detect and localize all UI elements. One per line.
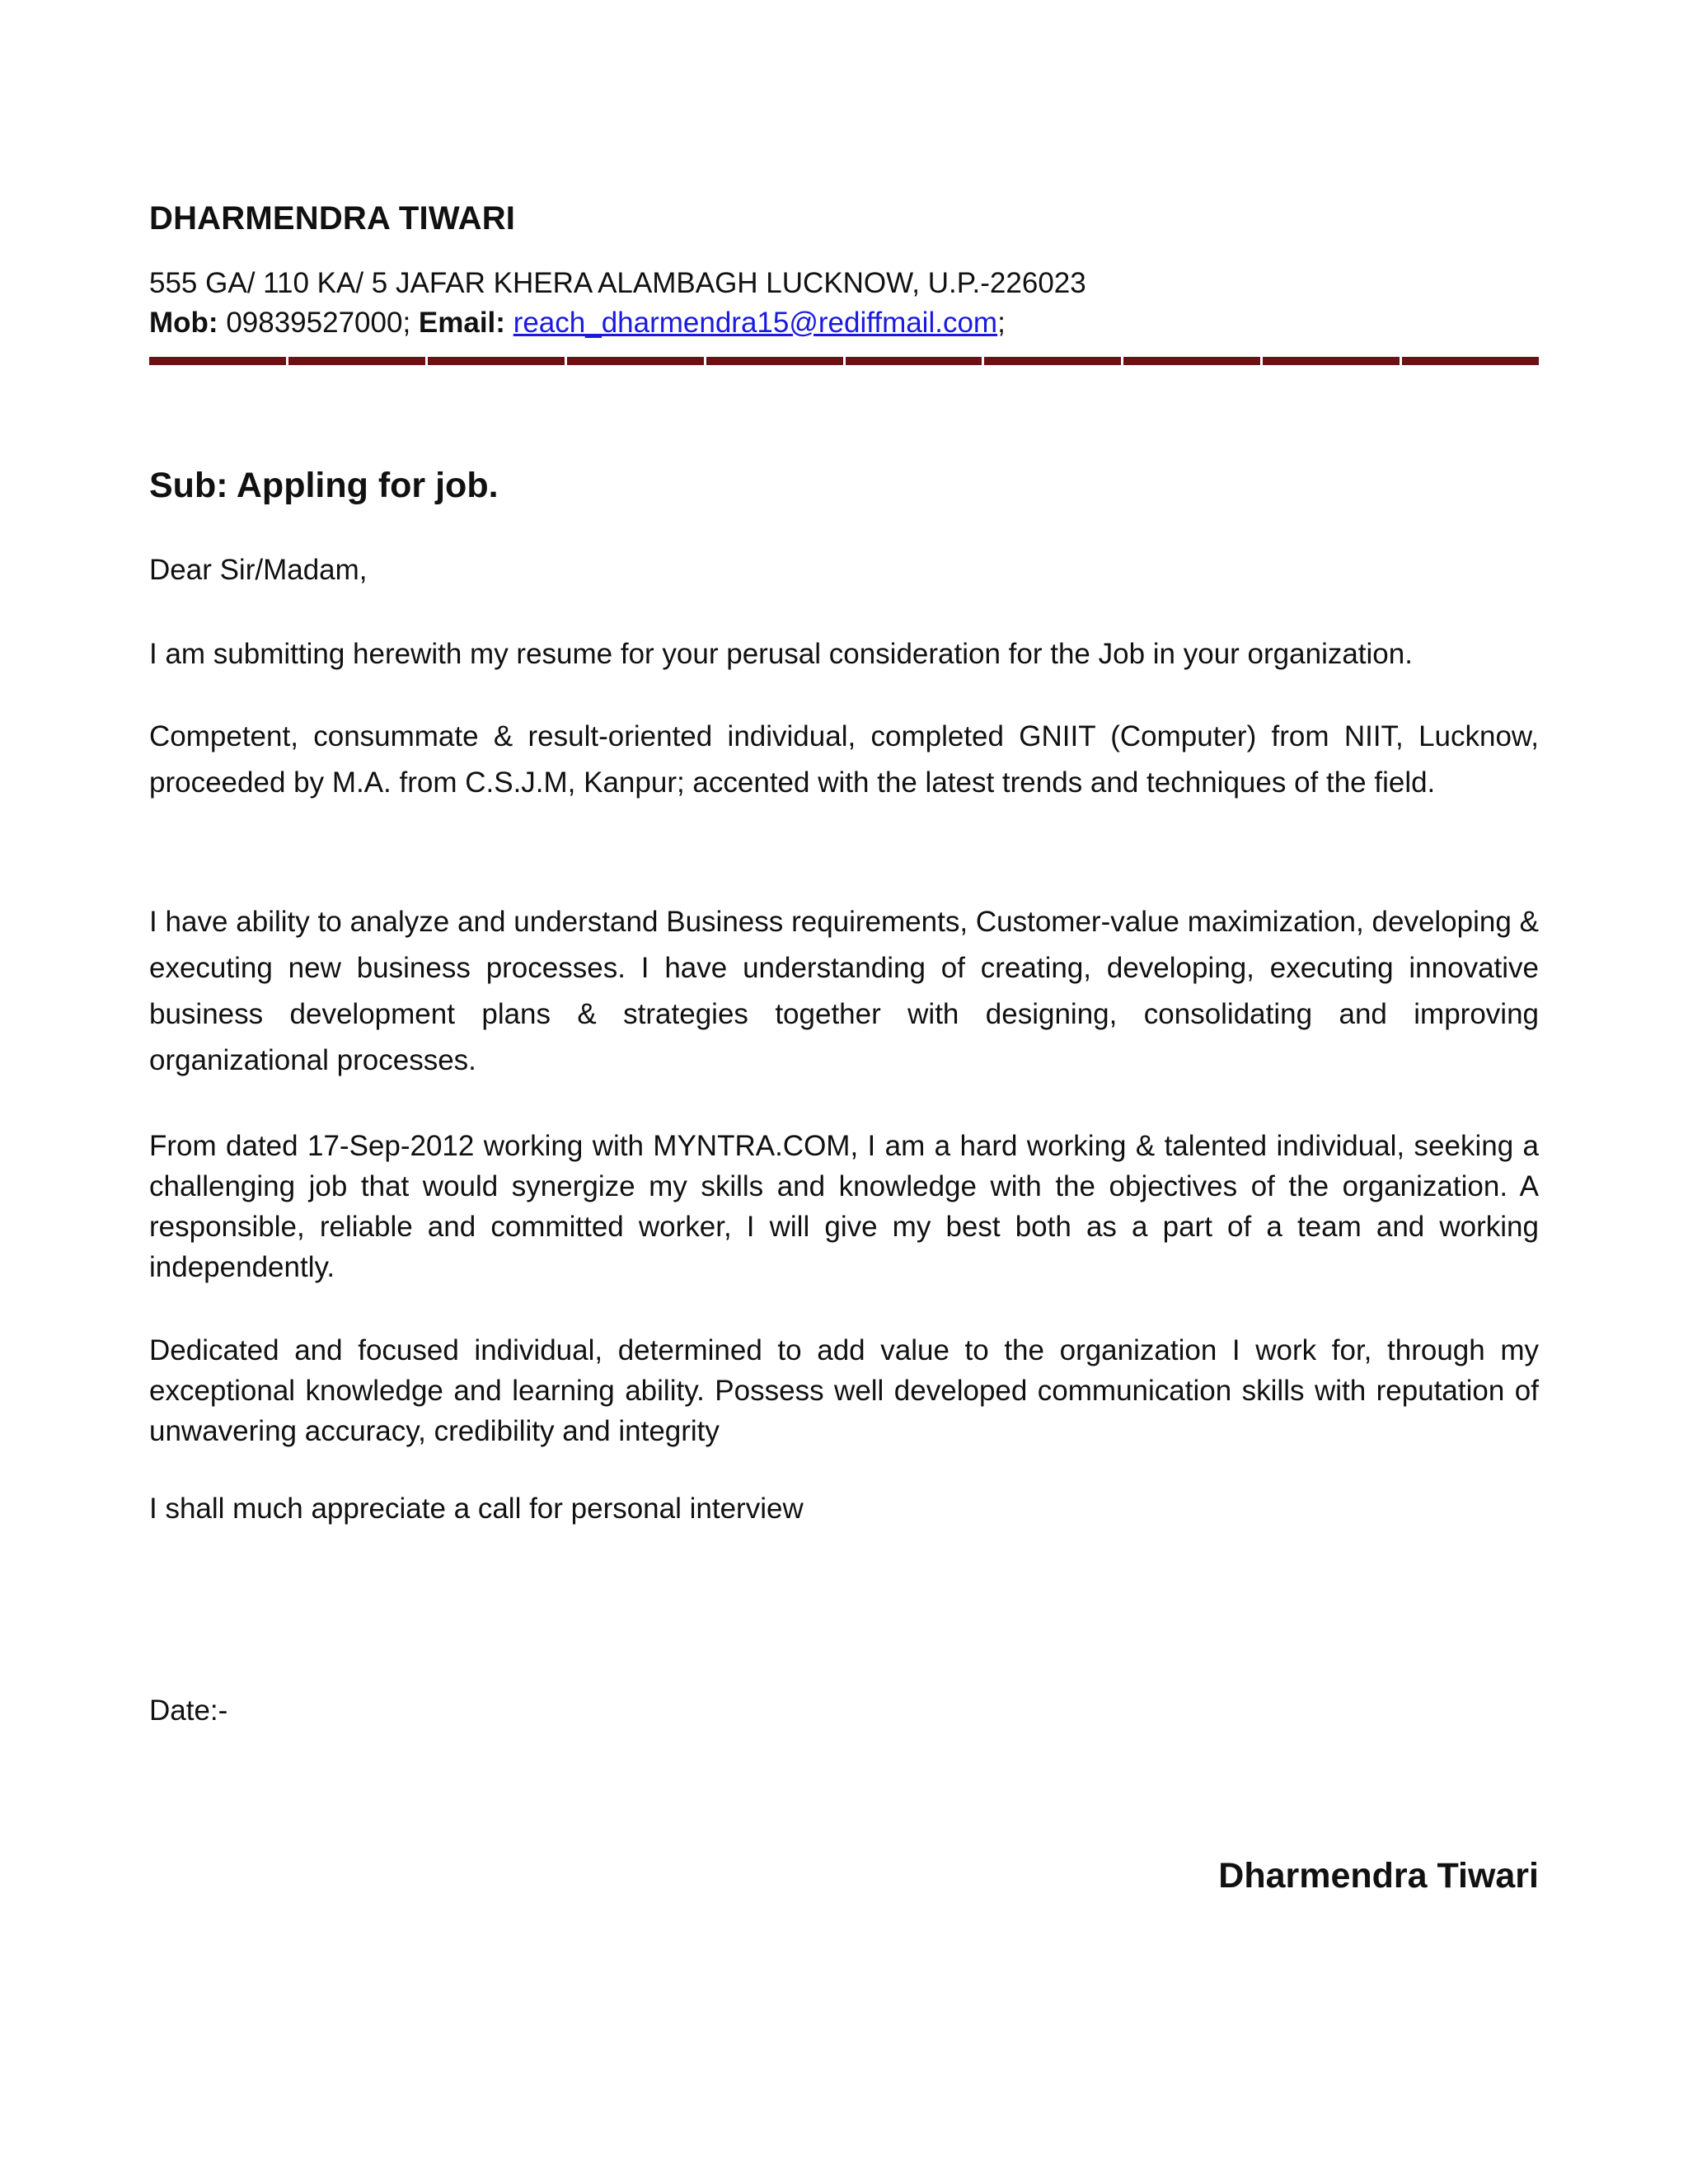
paragraph-experience: From dated 17-Sep-2012 working with MYNTRA.COM, I am a hard working & talented individual, seeking a challenging job that would synergize my skills and knowledge with the objectives of the organization. A responsible, reliable and committed worker, I will give my best both as a part of a team and working independently. <box>149 1130 1539 1283</box>
paragraph-intro: I am submitting herewith my resume for your perusal consideration for the Job in your organization. <box>149 638 1413 670</box>
contact-line <box>149 307 1006 340</box>
divider-segment <box>567 357 706 365</box>
mob-label: Mob: <box>149 307 218 339</box>
contact-end-separator: ; <box>997 307 1006 339</box>
divider-segment <box>1402 357 1539 365</box>
divider-segment <box>1123 357 1263 365</box>
divider-segment <box>428 357 567 365</box>
contact-separator: ; <box>402 307 411 339</box>
header-divider <box>149 357 1539 365</box>
signature-name: Dharmendra Tiwari <box>1218 1856 1539 1896</box>
divider-segment <box>1263 357 1402 365</box>
paragraph-abilities: I have ability to analyze and understand Business requirements, Customer-value maximization, developing & executing new business processes. I have understanding of creating, developing, executing innovative business development plans & strategies together with designing, consolidating and improving organizational processes. <box>149 906 1539 1076</box>
divider-segment <box>846 357 985 365</box>
salutation: Dear Sir/Madam, <box>149 554 368 586</box>
letter-subject: Sub: Appling for job. <box>149 466 499 505</box>
divider-segment <box>984 357 1123 365</box>
mob-number: 09839527000 <box>226 307 403 339</box>
email-label: Email: <box>418 307 505 339</box>
applicant-name: DHARMENDRA TIWARI <box>149 200 516 237</box>
divider-segment <box>149 357 288 365</box>
divider-segment <box>288 357 428 365</box>
date-label: Date:- <box>149 1694 228 1727</box>
applicant-address: 555 GA/ 110 KA/ 5 JAFAR KHERA ALAMBAGH LUCKNOW, U.P.-226023 <box>149 267 1086 299</box>
paragraph-education: Competent, consummate & result-oriented individual, completed GNIIT (Computer) from NIIT, Lucknow, proceeded by M.A. from C.S.J.M, Kanpur; accented with the latest trends and techniques of the field. <box>149 720 1539 799</box>
email-link[interactable]: reach_dharmendra15@rediffmail.com <box>513 307 998 339</box>
divider-segment <box>706 357 846 365</box>
paragraph-closing: I shall much appreciate a call for personal interview <box>149 1493 804 1525</box>
paragraph-qualities: Dedicated and focused individual, determined to add value to the organization I work for, through my exceptional knowledge and learning ability. Possess well developed communication skills with reputation of unwavering accuracy, credibility and integrity <box>149 1334 1539 1447</box>
